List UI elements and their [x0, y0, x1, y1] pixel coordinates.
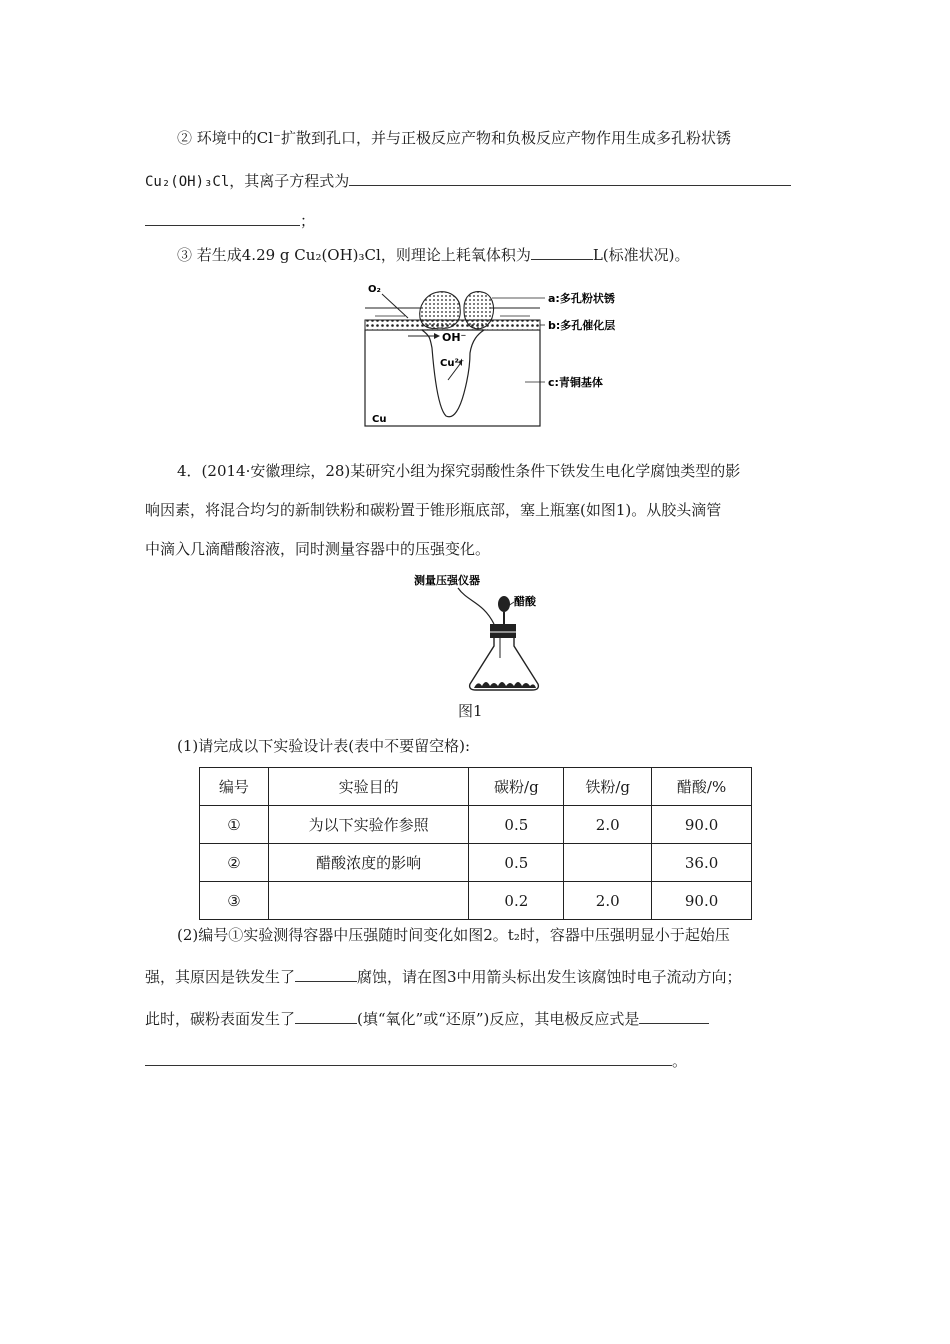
table-cell: 0.5: [469, 806, 564, 844]
answer-blank-electrode-equation-cont[interactable]: [145, 1051, 672, 1066]
porous-rust-left: [420, 292, 461, 329]
q4-intro-line1: 4．(2014·安徽理综，28)某研究小组为探究弱酸性条件下铁发生电化学腐蚀类型的影: [177, 462, 741, 480]
table-row: [200, 882, 752, 920]
table-cell: ③: [200, 882, 269, 920]
table-header: 碳粉/g: [469, 768, 564, 806]
q4-part2-line3a: 此时，碳粉表面发生了: [145, 1010, 296, 1028]
q3-part2-line2: [145, 170, 791, 193]
answer-cell-iron-powder[interactable]: [564, 844, 652, 882]
table-header: 编号: [200, 768, 269, 806]
answer-blank-equation-cont[interactable]: [145, 211, 300, 226]
cu-label: Cu: [372, 414, 387, 425]
table-cell: 36.0: [652, 844, 752, 882]
pressure-instrument-label: 测量压强仪器: [414, 574, 480, 587]
table-cell: 醋酸浓度的影响: [268, 844, 469, 882]
table-header-row: [200, 768, 752, 806]
table-cell: 90.0: [652, 806, 752, 844]
label-b: b:多孔催化层: [548, 319, 616, 332]
label-a: a:多孔粉状锈: [548, 292, 615, 305]
q3-part3-text1: ③ 若生成4.29 g Cu₂(OH)₃Cl，则理论上耗氧体积为: [177, 246, 531, 264]
q4-intro-line3: 中滴入几滴醋酸溶液，同时测量容器中的压强变化。: [145, 540, 491, 558]
answer-blank-oxygen-volume[interactable]: [531, 245, 593, 260]
figure1-caption: 图1: [458, 702, 483, 720]
flask-diagram: [408, 572, 548, 694]
table-cell: 2.0: [564, 882, 652, 920]
table-cell: 0.5: [469, 844, 564, 882]
q4-part1-prompt: (1)请完成以下实验设计表(表中不要留空格):: [177, 737, 471, 755]
table-header: 醋酸/%: [652, 768, 752, 806]
table-cell: 90.0: [652, 882, 752, 920]
o2-label: O₂: [368, 284, 381, 295]
q3-formula: Cu₂(OH)₃Cl: [145, 174, 230, 190]
corrosion-diagram: [360, 278, 660, 430]
table-cell: ②: [200, 844, 269, 882]
q4-part2-line3: [145, 1008, 709, 1030]
q4-part2-line1: (2)编号①实验测得容器中压强随时间变化如图2。t₂时，容器中压强明显小于起始压: [177, 926, 730, 944]
table-cell: 0.2: [469, 882, 564, 920]
answer-cell-experiment-purpose[interactable]: [268, 882, 469, 920]
q3-part2-line1: ② 环境中的Cl⁻扩散到孔口，并与正极反应产物和负极反应产物作用生成多孔粉状锈: [177, 129, 731, 147]
experiment-design-table: [199, 767, 752, 920]
q3-part2-end: ；: [300, 212, 316, 230]
q4-part2-line3b: (填“氧化”或“还原”)反应，其电极反应式是: [357, 1010, 640, 1028]
dropper-bulb: [498, 596, 510, 612]
answer-blank-equation[interactable]: [349, 171, 791, 186]
oh-label: OH⁻: [442, 331, 467, 344]
q4-intro-line2: 响因素，将混合均匀的新制铁粉和碳粉置于锥形瓶底部，塞上瓶塞(如图1)。从胶头滴管: [145, 501, 722, 519]
table-row: [200, 806, 752, 844]
table-header: 铁粉/g: [564, 768, 652, 806]
answer-blank-electrode-equation[interactable]: [639, 1009, 709, 1024]
q4-part2-line2b: 腐蚀，请在图3中用箭头标出发生该腐蚀时电子流动方向；: [357, 968, 742, 986]
answer-blank-corrosion-type[interactable]: [295, 967, 357, 982]
q4-part2-line2: [145, 966, 742, 988]
acetic-acid-label: 醋酸: [514, 595, 536, 608]
table-row: [200, 844, 752, 882]
q4-part2-end: 。: [672, 1052, 688, 1070]
q3-part2-text2: ，其离子方程式为: [229, 172, 350, 190]
q4-part2-line4: [145, 1050, 687, 1072]
table-cell: 2.0: [564, 806, 652, 844]
q3-part2-line3: [145, 210, 315, 232]
table-cell: ①: [200, 806, 269, 844]
label-c: c:青铜基体: [548, 376, 603, 389]
q3-part3-text2: L(标准状况)。: [592, 246, 690, 264]
cu2-label: Cu²⁺: [440, 358, 465, 369]
erlenmeyer-flask: [470, 638, 539, 690]
q4-part2-line2a: 强，其原因是铁发生了: [145, 968, 296, 986]
q3-part3-line: [177, 244, 690, 266]
table-header: 实验目的: [268, 768, 469, 806]
table-cell: 为以下实验作参照: [268, 806, 469, 844]
answer-blank-reaction-type[interactable]: [295, 1009, 357, 1024]
porous-rust-right: [464, 292, 494, 329]
stopper: [490, 624, 516, 638]
